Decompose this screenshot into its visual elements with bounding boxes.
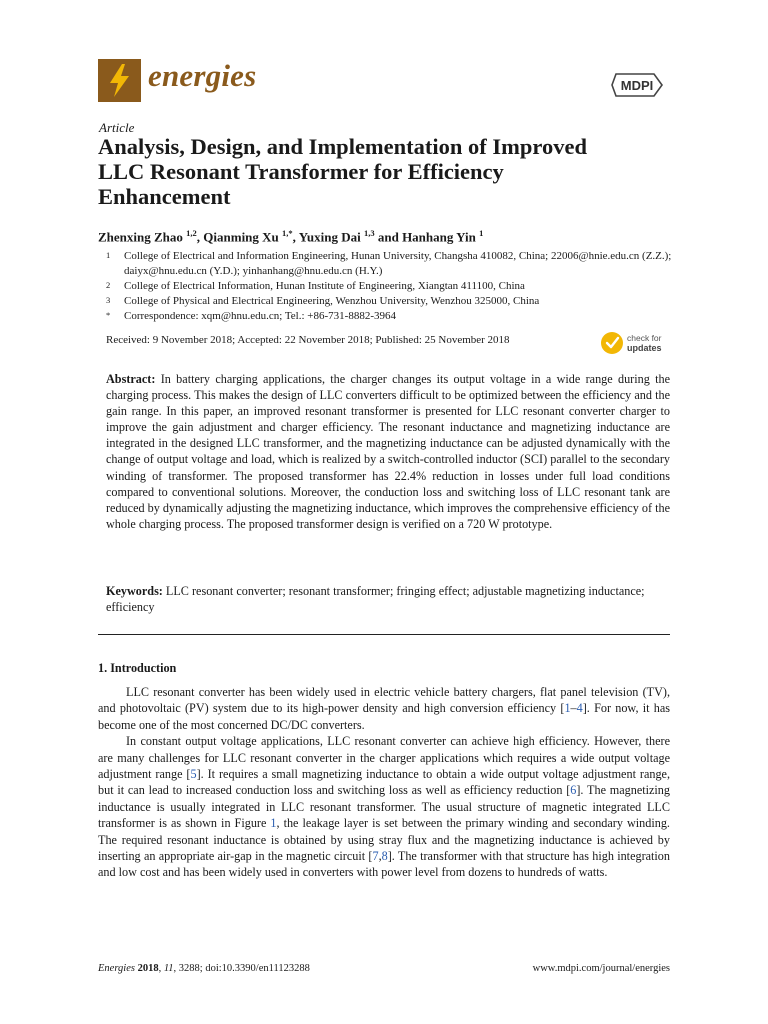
paragraph-text: ]. For now, it has become one of the most concerned DC/DC converters.	[98, 701, 670, 732]
article-type: Article	[99, 120, 135, 135]
abstract-label: Abstract:	[106, 372, 156, 386]
author-affiliation-marker: 1,*	[282, 228, 293, 238]
section-body	[98, 684, 670, 881]
footer-journal: Energies	[98, 963, 135, 974]
author-name[interactable]: Qianming Xu	[203, 229, 279, 245]
affiliation-text: College of Electrical Information, Hunan Institute of Engineering, Xiangtan 411100, China	[124, 280, 525, 292]
citation-link[interactable]: 4	[576, 701, 583, 716]
keywords	[106, 583, 670, 615]
keywords-label: Keywords:	[106, 584, 163, 598]
section-heading: 1. Introduction	[98, 661, 177, 675]
paragraph-text: –	[570, 701, 577, 716]
journal-name: energies	[148, 58, 257, 93]
affiliation-text: College of Physical and Electrical Engineering, Wenzhou University, Wenzhou 325000, China	[124, 295, 540, 307]
citation-link[interactable]: 5	[190, 767, 197, 782]
affiliation-marker: 3	[106, 295, 111, 305]
paragraph	[98, 733, 670, 881]
affiliation-item	[98, 249, 678, 279]
author-name[interactable]: Hanhang Yin	[402, 229, 476, 245]
paragraph-text: LLC resonant converter has been widely used in electric vehicle battery chargers, flat panel television (TV), and photovoltaic (PV) system due to its high-power density and high conversion efficiency [	[98, 685, 670, 716]
footer-url[interactable]: www.mdpi.com/journal/energies	[532, 963, 670, 974]
author-list	[98, 228, 483, 245]
citation-link[interactable]: 1	[564, 701, 571, 716]
section-divider	[98, 634, 670, 635]
figure-link[interactable]: 1	[270, 816, 277, 831]
abstract-text: In battery charging applications, the charger changes its output voltage in a wide range during the charging process. This makes the design of LLC converters difficult to be optimized between the efficiency and the gain range. In this paper, an improved resonant transformer is presented for LLC resonant converter charger to improve the gain adjustment and charger efficiency. The resonant inductance and magnetizing inductance are integrated in the designed LLC transformer, and the magnetizing inductance can be adjusted dynamically with the change of output voltage and load, which is realized by a switch-controlled inductor (SCI) parallel to the secondary winding of transformer. The proposed transformer has 22.4% reduction in losses under full load conditions compared to conventional solutions. Moreover, the conduction loss and switching loss of LLC resonant tank are reduced by dynamically adjusting the magnetizing inductance, which improves the comprehensive efficiency of the whole charging process. The proposed transformer design is verified on a 720 W prototype.	[106, 372, 670, 531]
paragraph-text: , the leakage layer is set between the primary winding and secondary winding. The required resonant inductance is obtained by using stray flux and the magnetizing inductance is achieved by inserting an appropriate air-gap in the magnetic circuit [	[98, 816, 670, 864]
author-name[interactable]: Zhenxing Zhao	[98, 229, 183, 245]
affiliation-item	[98, 294, 678, 309]
footer-volume: 11	[163, 963, 174, 974]
keywords-text: LLC resonant converter; resonant transformer; fringing effect; adjustable magnetizing inductance; efficiency	[106, 584, 645, 615]
abstract	[106, 371, 670, 532]
author-separator: ,	[292, 229, 299, 245]
paragraph-text: ,	[378, 849, 382, 864]
paragraph-text: ]. The transformer with that structure has high integration and low cost and has been widely used in converters with power level from dozens to hundreds of watts.	[98, 849, 670, 880]
publication-dates: Received: 9 November 2018; Accepted: 22 November 2018; Published: 25 November 2018	[106, 334, 510, 346]
affiliation-item	[98, 279, 678, 294]
affiliation-list	[98, 249, 678, 324]
journal-logo	[98, 59, 141, 102]
footer-doi: , 3288; doi:10.3390/en11123288	[173, 963, 310, 974]
affiliation-marker: 1	[106, 250, 111, 260]
footer-year: 2018	[137, 963, 159, 974]
lightning-icon	[98, 59, 141, 102]
mdpi-logo-icon	[610, 70, 666, 100]
affiliation-text: College of Electrical and Information Engineering, Hunan University, Changsha 410082, China; 22006@hnie.edu.cn (Z.Z.); daiyx@hnu.edu.cn (Y.D.); yinhanhang@hnu.edu.cn (H.Y.)	[124, 250, 672, 277]
citation-link[interactable]: 8	[381, 849, 388, 864]
affiliation-marker: *	[106, 310, 111, 320]
affiliation-marker: 2	[106, 280, 111, 290]
citation-link[interactable]: 7	[372, 849, 379, 864]
paragraph-text: ]. It requires a small magnetizing inductance to obtain a wide output voltage adjustment range, but it can lead to increased conduction loss and switching loss as well as efficiency reduction [	[98, 767, 670, 798]
paragraph	[98, 684, 670, 733]
author-separator: ,	[196, 229, 204, 245]
citation-link[interactable]: 6	[570, 783, 577, 798]
publisher-name: MDPI	[620, 78, 654, 93]
check-circle-icon	[601, 332, 623, 354]
check-label-line1: check for	[627, 333, 662, 343]
check-label-line2: updates	[627, 343, 662, 353]
paragraph-text: ]. The magnetizing inductance is usually integrated in LLC resonant transformer. The usual structure of magnetic integrated LLC transformer is as shown in Figure	[98, 783, 670, 831]
affiliation-item	[98, 309, 678, 324]
check-for-updates-badge[interactable]	[600, 329, 672, 357]
author-affiliation-marker: 1,3	[363, 228, 375, 238]
paragraph-text: In constant output voltage applications, LLC resonant converter can achieve high efficiency. However, there are many challenges for LLC resonant converter in the charger applications which requires a wide output voltage adjustment range [	[98, 734, 670, 782]
author-affiliation-marker: 1	[479, 228, 484, 238]
article-title: Analysis, Design, and Implementation of Improved LLC Resonant Transformer for Efficiency Enhancement	[98, 134, 588, 209]
publisher-logo	[610, 70, 666, 100]
correspondence-text: Correspondence: xqm@hnu.edu.cn; Tel.: +86-731-8882-3964	[124, 310, 396, 322]
author-affiliation-marker: 1,2	[186, 228, 197, 238]
author-separator: and	[374, 229, 403, 245]
footer-citation: Energies 2018, 11, 3288; doi:10.3390/en11123288	[98, 963, 310, 974]
author-name[interactable]: Yuxing Dai	[298, 229, 361, 245]
